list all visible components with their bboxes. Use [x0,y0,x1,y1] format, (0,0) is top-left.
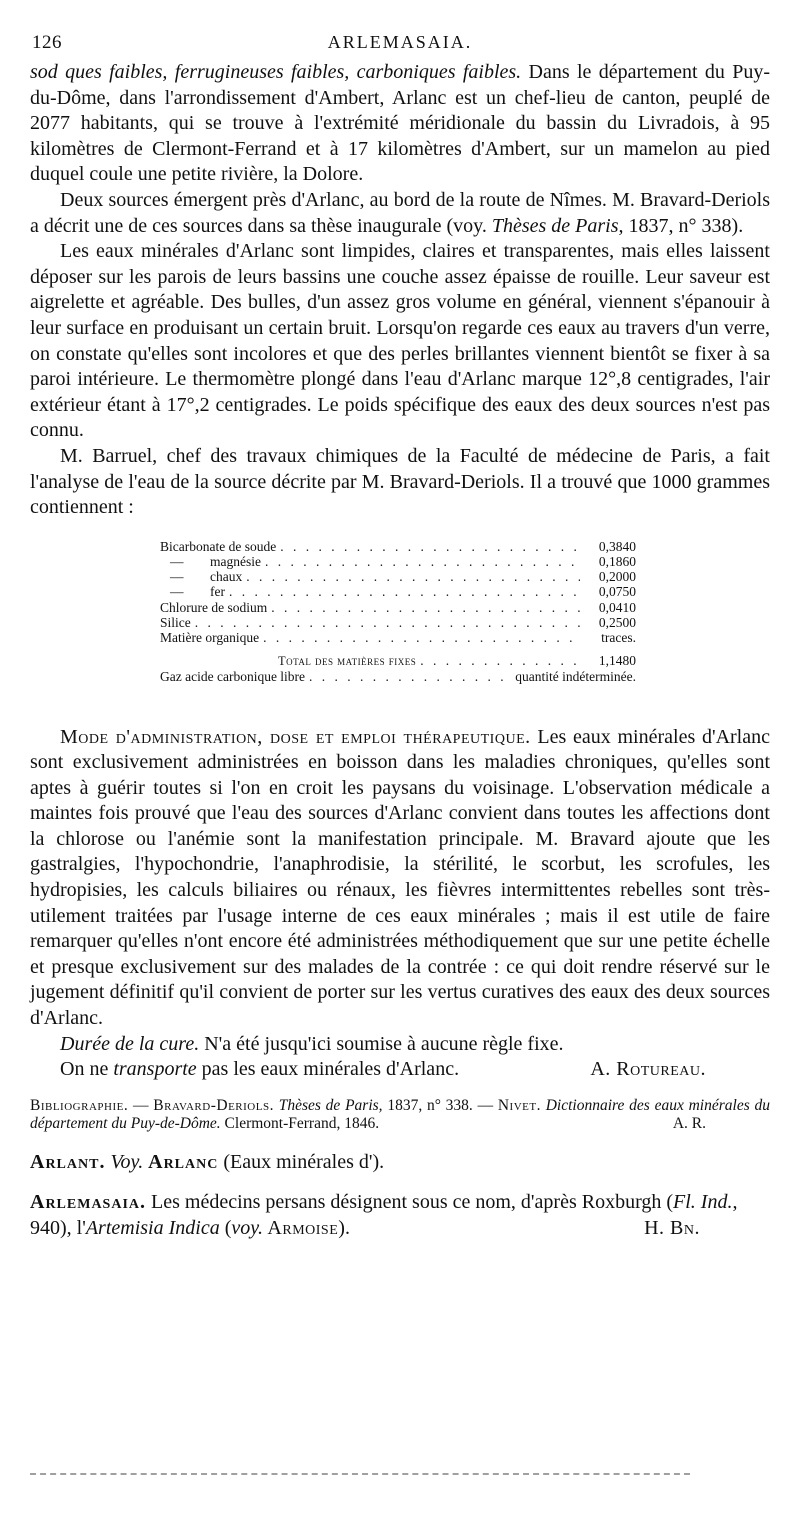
analysis-value: 0,1860 [598,553,636,569]
cure-text: N'a été jusqu'ici soumise à aucune règle fixe. [199,1032,564,1055]
analysis-label: Bicarbonate de soude [160,538,277,554]
entry-text: , 940), l' [30,1190,738,1239]
entry-see-italic: Voy. [105,1150,144,1173]
bibliography-text: Clermont-Ferrand, 1846. [220,1114,380,1132]
leader-dots [263,630,580,645]
analysis-row [160,615,636,630]
analysis-gas-label: Gaz acide carbonique libre [160,669,306,685]
paragraph-administration-text: Les eaux minérales d'Arlanc sont exclusivement administrées en boisson dans les maladies chroniques, qu'elles sont aptes à guérir toutes si l'on en croit les paysans du voisinage. L'observation médicale a maintes fois prouvé que l'eau des sources d'Arlanc convient dans toutes les affections dont la chlorose ou l'anémie sont la manifestation principale. M. Bravard ajoute que les gastralgies, l'hypochondrie, l'anaphrodisie, la stérilité, le scorbut, les scrofules, les hydropisies, les calculs biliaires ou rénaux, les fièvres intermittentes rebelles sont très-utilement traitées par l'usage interne de ces eaux minérales ; mais il est utile de faire remarquer qu'elles n'ont encore été administrées méthodiquement que sur une petite échelle et presque exclusivement sur des malades de la contrée : ce qui doit rendre réservé sur le jugement définitif qu'il convient de porter sur les vertus curatives des eaux des deux sources d'Arlanc. [30,725,770,1030]
paragraph-cure [30,1032,770,1058]
paragraph-transport [30,1057,770,1083]
leader-dots [229,584,580,599]
entry-text: ( [219,1216,232,1239]
bibliography-label: Bibliographie. [30,1096,129,1114]
analysis-label: Silice [160,614,191,630]
analysis-total-row [160,653,636,669]
analysis-value: traces. [601,629,636,645]
entry-italic: Artemisia Indica [85,1216,220,1239]
analysis-total-label: Total des matières fixes [278,654,417,669]
bibliography [30,1097,770,1133]
analysis-row [160,630,636,645]
analysis-row [160,569,636,584]
leader-dots [420,653,580,668]
analysis-label: magnésie [210,553,261,569]
running-head: ARLEMASAIA. [327,32,473,52]
transport-text-end: pas les eaux minérales d'Arlanc. [196,1058,460,1081]
paragraph-location-italic: sod ques faibles, ferrugineuses faibles, carboniques faibles. [30,61,522,83]
paragraph-properties [30,239,770,444]
entry-headword: Arlant. [30,1150,106,1173]
entry-text: (Eaux minérales d'). [218,1150,385,1173]
leader-dots [271,600,580,615]
analysis-row [160,554,636,569]
bibliography-text: 1837, n° 338. — [382,1096,498,1114]
paragraph-location-text: Dans le département du Puy-du-Dôme, dans l'arrondissement d'Ambert, Arlanc est un chef-lieu de canton, peuplé de 2077 habitants, qui se trouve à l'extrémité méridionale du bassin du Livradois, à 95 kilomètres de Clermont-Ferrand et à 17 kilomètres d'Ambert, sur un mamelon au pied duquel coule une petite rivière, la Dolore. [30,61,771,186]
entry-text: Les médecins persans désignent sous ce nom, d'après Roxburgh ( [146,1190,674,1213]
paragraph-location [30,60,770,188]
analysis-row [160,539,636,554]
transport-italic: transporte [113,1058,197,1081]
page-header [30,32,770,60]
section-heading: Mode d'administration, dose et emploi thérapeutique. [60,725,531,748]
analysis-total-value: 1,1480 [598,653,636,669]
analysis-label: fer [210,584,225,600]
dictionary-entry-arlemasaia [30,1189,770,1241]
entry-text: ). [338,1216,350,1239]
ditto-dash: — [170,553,184,569]
paragraph-sources [30,188,770,239]
bibliography-title: Thèses de Paris, [273,1096,383,1114]
author-signature: A. Rotureau. [590,1058,706,1081]
paragraph-administration [30,725,770,1032]
entry-italic: Fl. Ind. [673,1190,733,1213]
entry-cross-reference: Arlanc [143,1150,219,1173]
leader-dots [280,539,580,554]
analysis-gas-row [160,669,636,684]
analysis-gas-value: quantité indéterminée. [515,669,636,685]
leader-dots [195,615,580,630]
paragraph-sources-end: 1837, n° 338). [623,214,744,237]
cure-italic: Durée de la cure. [60,1032,200,1055]
analysis-value: 0,2000 [598,569,636,585]
entry-italic: voy. [231,1216,264,1239]
paragraph-properties-text: Les eaux minérales d'Arlanc sont limpides, claires et transparentes, mais elles laissent déposer sur les parois de leurs bassins une couche assez épaisse de rouille. Leur saveur est aigrelette et agréable. Des bulles, d'un assez gros volume en général, viennent s'épanouir à leur surface en produisant un certain bruit. Lorsqu'on regarde ces eaux au travers d'un verre, on constate qu'elles sont incolores et que des perles brillantes viennent bientôt se fixer à sa paroi intérieure. Le thermomètre plongé dans l'eau d'Arlanc marque 12°,8 centigrades, l'air extérieur étant à 17°,2 centigrades. Le poids spécifique des eaux des deux sources n'est pas connu. [30,240,770,442]
dictionary-entry-arlant [30,1149,770,1175]
paragraph-analysis-intro-text: M. Barruel, chef des travaux chimiques de la Faculté de médecine de Paris, a fait l'analyse de l'eau de la source décrite par M. Bravard-Deriols. Il a trouvé que 1000 grammes contiennent : [30,444,770,519]
entry-headword: Arlemasaia. [30,1190,147,1213]
analysis-value: 0,3840 [598,538,636,554]
author-signature: H. Bn. [644,1216,700,1239]
bibliography-author: Bravard-Deriols. [153,1096,274,1114]
paragraph-analysis-intro [30,444,770,521]
book-page [30,32,770,1241]
ditto-dash: — [170,584,184,600]
transport-text-start: On ne [60,1058,114,1081]
analysis-table [160,539,636,685]
paragraph-sources-italic: Thèses de Paris, [491,214,624,237]
leader-dots [265,554,580,569]
analysis-label: Matière organique [160,629,260,645]
paragraph-sources-text: Deux sources émergent près d'Arlanc, au bord de la route de Nîmes. M. Bravard-Deriols a décrit une de ces sources dans sa thèse inaugurale (voy. [30,188,770,237]
analysis-value: 0,2500 [598,614,636,630]
analysis-row [160,584,636,599]
bibliography-title: Dictionnaire des eaux minérales du département du Puy-de-Dôme. [30,1096,770,1132]
analysis-value: 0,0750 [598,584,636,600]
entry-cross-reference: Armoise [263,1216,339,1239]
leader-dots [246,569,580,584]
analysis-label: chaux [210,569,243,585]
bibliography-dash: — [128,1096,154,1114]
page-number: 126 [32,32,62,53]
leader-dots [309,669,511,684]
ditto-dash: — [170,569,184,585]
bibliography-author: Nivet. [497,1096,541,1114]
bottom-rule [30,1473,690,1475]
analysis-value: 0,0410 [598,599,636,615]
analysis-label: Chlorure de sodium [160,599,268,615]
analysis-row [160,600,636,615]
bibliography-signature: A. R. [672,1114,706,1132]
